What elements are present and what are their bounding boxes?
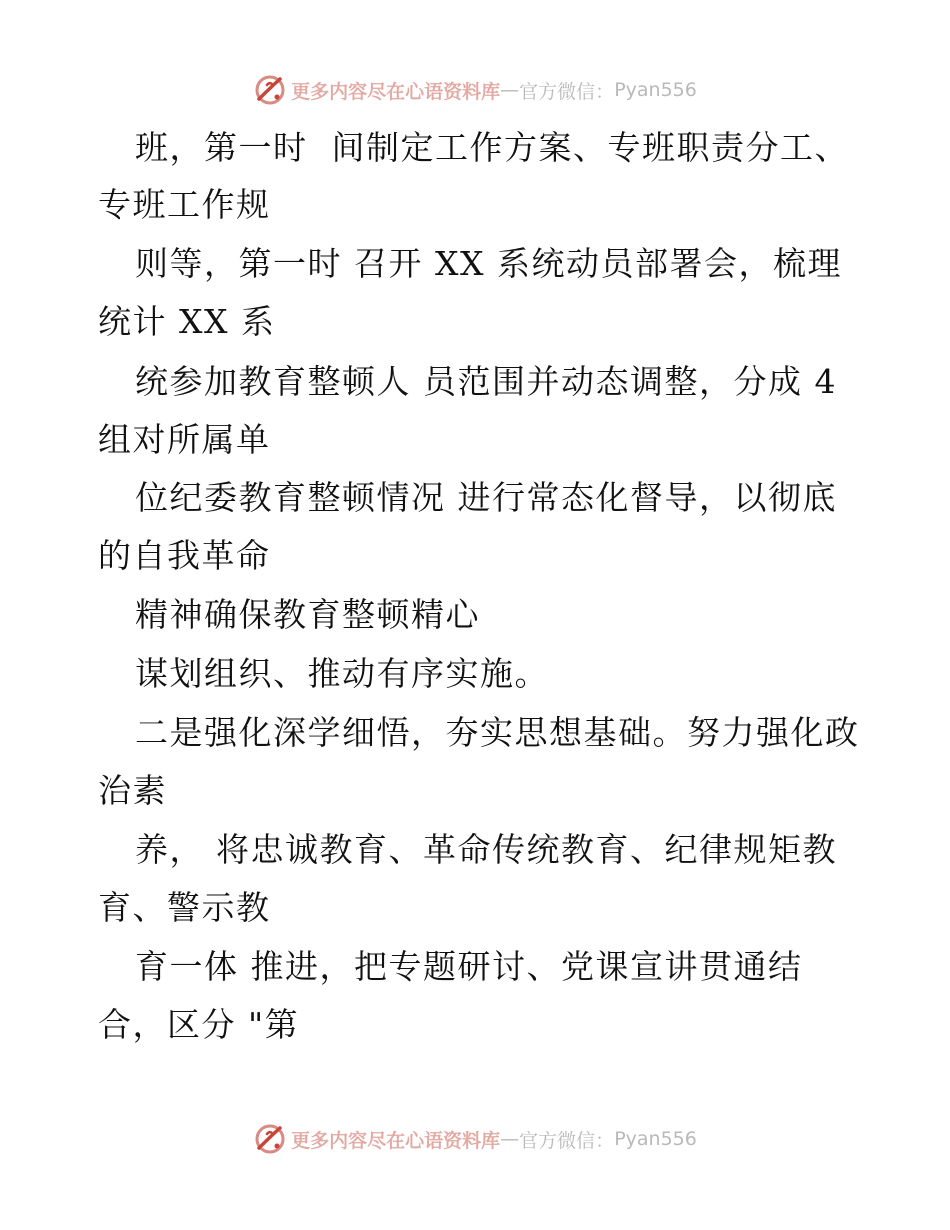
text-line: 谋划组织、推动有序实施。	[135, 654, 549, 693]
watermark-wechat-id: Pyan556	[614, 1128, 697, 1150]
header-watermark	[0, 72, 950, 108]
text-line: 的自我革命	[98, 536, 271, 575]
text-line: 统计 XX 系	[98, 302, 276, 341]
watermark-brand: 更多内容尽在心语资料库	[291, 1129, 501, 1152]
text-line: 养， 将忠诚教育、革命传统教育、纪律规矩教	[135, 830, 837, 869]
watermark-official-label: 官方微信：	[519, 1129, 615, 1152]
text-line: 班，第一时 间制定工作方案、专班职责分工、	[135, 128, 849, 167]
brush-heart-logo-icon	[253, 1122, 287, 1156]
text-line: 合，区分 "第	[98, 1005, 300, 1044]
text-line: 专班工作规	[98, 185, 271, 224]
footer-watermark	[0, 1121, 950, 1157]
text-line: 治素	[98, 771, 167, 810]
text-line: 二是强化深学细悟，夯实思想基础。努力强化政	[135, 713, 860, 752]
watermark-brand: 更多内容尽在心语资料库	[291, 80, 501, 103]
text-line: 位纪委教育整顿情况 进行常态化督导，以彻底	[135, 478, 837, 517]
brush-heart-logo-icon	[253, 73, 287, 107]
text-line: 则等，第一时 召开 XX 系统动员部署会，梳理	[135, 244, 842, 283]
watermark-separator: —	[500, 1128, 520, 1150]
text-line: 育一体 推进，把专题研讨、党课宣讲贯通结	[135, 947, 803, 986]
text-line: 组对所属单	[98, 420, 271, 459]
watermark-separator: —	[500, 79, 520, 101]
text-line: 统参加教育整顿人 员范围并动态调整，分成 4	[135, 362, 837, 401]
watermark-wechat-id: Pyan556	[614, 79, 697, 101]
watermark-official-label: 官方微信：	[519, 80, 615, 103]
text-line: 育、警示教	[98, 888, 271, 927]
text-line: 精神确保教育整顿精心	[135, 595, 480, 634]
